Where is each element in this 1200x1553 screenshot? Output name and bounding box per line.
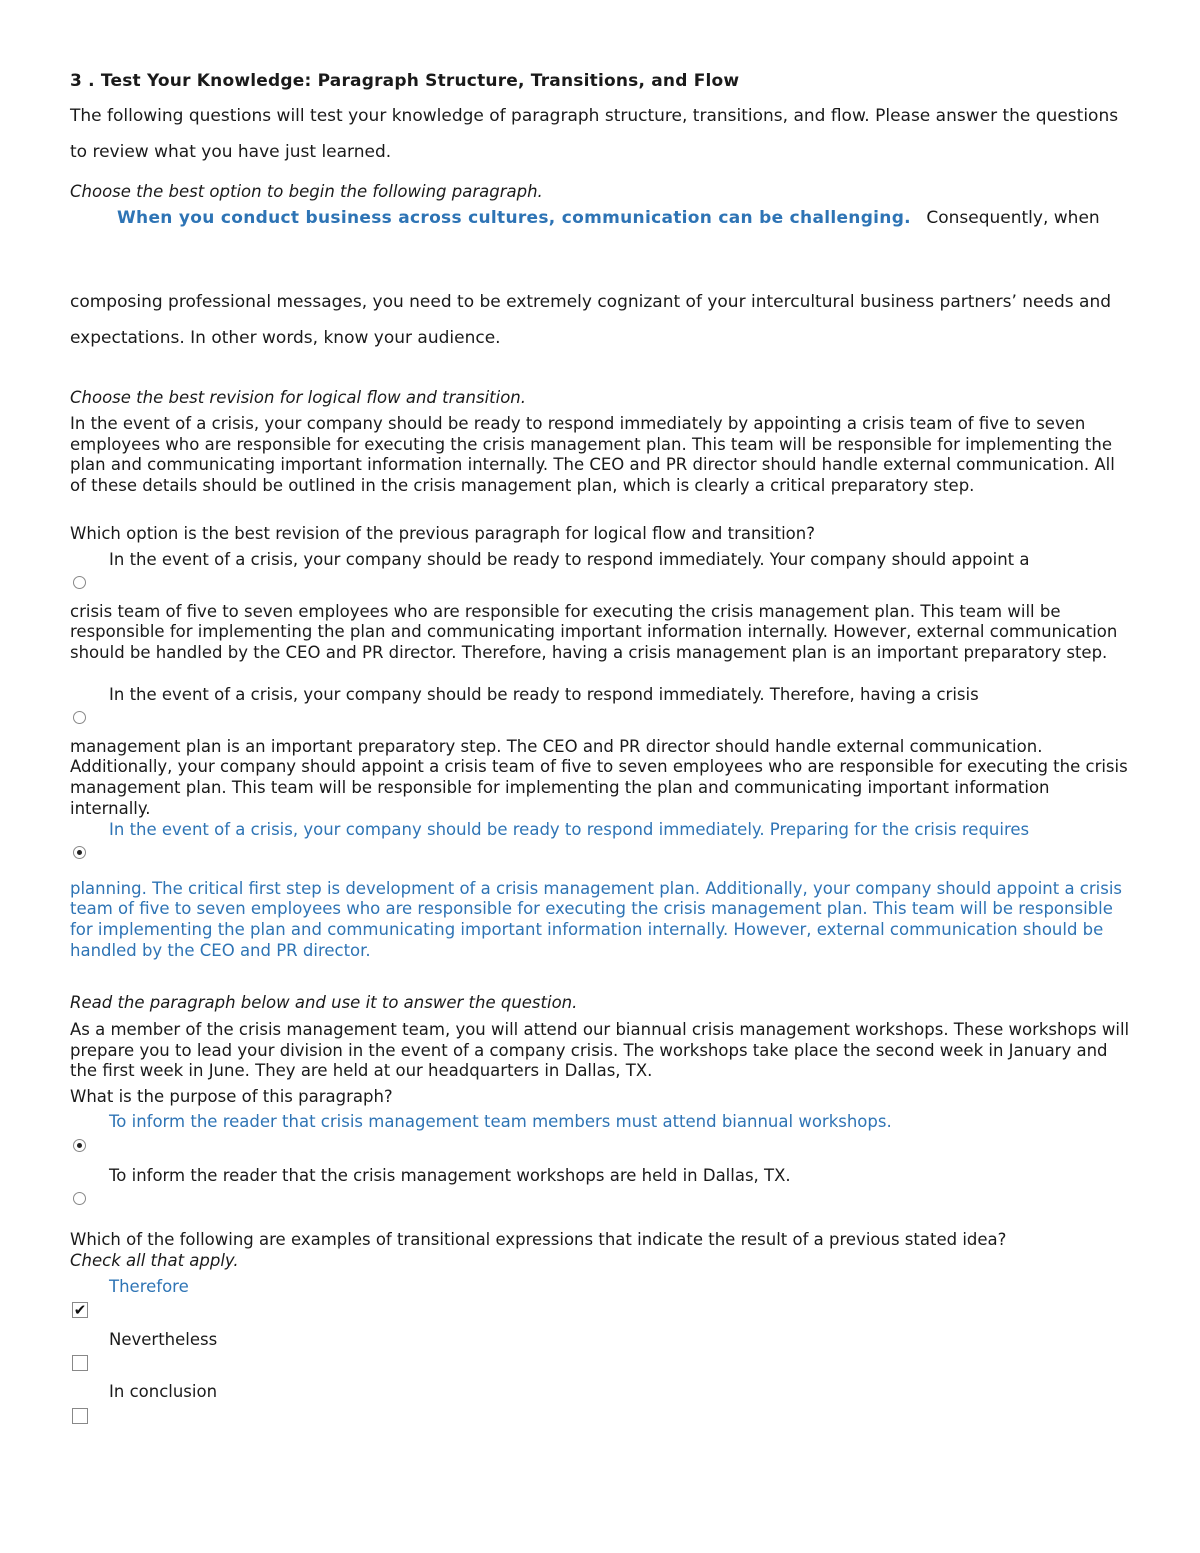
q4-checkbox-therefore-checked[interactable]: ✔	[73, 1301, 87, 1319]
q4-instruction: Check all that apply.	[70, 1250, 239, 1270]
q4-question-text: Which of the following are examples of transitional expressions that indicate the result of a previous stated idea?	[70, 1230, 1007, 1249]
q2-option-3-first: In the event of a crisis, your company should be ready to respond immediately. Preparing for the crisis requires	[109, 820, 1030, 839]
q2-question: Which option is the best revision of the previous paragraph for logical flow and transition?	[70, 524, 815, 543]
q4-checkbox-nevertheless[interactable]	[72, 1355, 88, 1371]
q1-prompt: Choose the best option to begin the following paragraph.	[70, 182, 543, 201]
page-title: 3 . Test Your Knowledge: Paragraph Structure, Transitions, and Flow	[70, 71, 740, 91]
q3-option-2-radio[interactable]	[73, 1192, 86, 1205]
q3-option-1-label[interactable]: To inform the reader that crisis management team members must attend biannual workshops.	[109, 1112, 892, 1131]
q1-after-selected: Consequently, when	[926, 208, 1100, 228]
q2-option-2-rest: management plan is an important preparatory step. The CEO and PR director should handle external communication. Additionally, your company should appoint a crisis team of five to seven employees who are responsible for executing the crisis management plan. This team will be responsible for implementing the plan and communicating important information internally.	[70, 736, 1128, 818]
q2-option-3-rest: planning. The critical first step is development of a crisis management plan. Additionally, your company should appoint a crisis team of five to seven employees who are responsible for executing the crisis management plan. This team will be responsible for implementing the plan and communicating important information internally. However, external communication should be handled by the CEO and PR director.	[70, 878, 1123, 960]
q2-option-3-radio-selected[interactable]	[73, 846, 86, 859]
q3-question: What is the purpose of this paragraph?	[70, 1087, 393, 1106]
q2-paragraph: In the event of a crisis, your company should be ready to respond immediately by appointing a crisis team of five to seven employees who are responsible for executing the crisis management plan. This team will be responsible for implementing the plan and communicating important information internally. The CEO and PR director should handle external communication. All of these details should be outlined in the crisis management plan, which is clearly a critical preparatory step.	[70, 414, 1115, 496]
q2-option-3[interactable]	[70, 820, 1135, 962]
q3-paragraph: As a member of the crisis management team, you will attend our biannual crisis management workshops. These workshops will prepare you to lead your division in the event of a company crisis. The workshops take place the second week in January and the first week in June. They are held at our headquarters in Dallas, TX.	[70, 1020, 1130, 1081]
intro-text: The following questions will test your knowledge of paragraph structure, transitions, and flow. Please answer the questions to review what you have just learned.	[70, 106, 1119, 162]
q2-option-2-first: In the event of a crisis, your company should be ready to respond immediately. Therefore, having a crisis	[109, 685, 979, 704]
q2-option-2[interactable]	[70, 685, 1135, 820]
q2-option-1-first: In the event of a crisis, your company should be ready to respond immediately. Your company should appoint a	[109, 550, 1030, 569]
q1-sentence-line	[70, 208, 1135, 228]
q3-option-2-label[interactable]: To inform the reader that the crisis management workshops are held in Dallas, TX.	[109, 1166, 791, 1185]
q4-option-therefore[interactable]: Therefore	[109, 1277, 189, 1296]
q2-option-1[interactable]	[70, 550, 1135, 664]
q4-option-in-conclusion[interactable]: In conclusion	[109, 1382, 218, 1401]
q3-prompt: Read the paragraph below and use it to answer the question.	[70, 993, 578, 1012]
q2-option-1-radio[interactable]	[73, 576, 86, 589]
q4-option-nevertheless[interactable]: Nevertheless	[109, 1330, 218, 1349]
q4-checkbox-in-conclusion[interactable]	[72, 1408, 88, 1424]
q4-question	[70, 1230, 1030, 1271]
q2-prompt: Choose the best revision for logical flow and transition.	[70, 388, 526, 407]
q1-continuation: composing professional messages, you need to be extremely cognizant of your intercultural business partners’ needs and expectations. In other words, know your audience.	[70, 292, 1112, 348]
q3-option-1-radio-selected[interactable]	[73, 1139, 86, 1152]
q1-selected-option[interactable]: When you conduct business across cultures, communication can be challenging.	[117, 208, 911, 228]
q2-option-1-rest: crisis team of five to seven employees who are responsible for executing the crisis management plan. This team will be responsible for implementing the plan and communicating important information internally. However, external communication should be handled by the CEO and PR director. Therefore, having a crisis management plan is an important preparatory step.	[70, 601, 1118, 663]
q2-option-2-radio[interactable]	[73, 711, 86, 724]
